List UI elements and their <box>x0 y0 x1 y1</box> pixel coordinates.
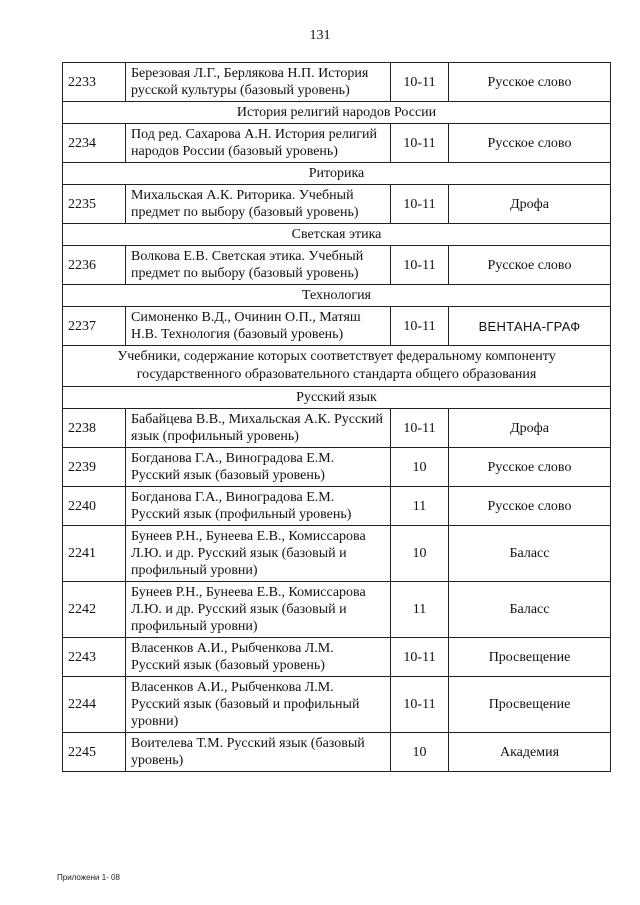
row-publisher: Русское слово <box>449 124 611 163</box>
table-row <box>63 185 611 224</box>
table-row <box>63 733 611 772</box>
table-row <box>63 246 611 285</box>
table-row <box>63 638 611 677</box>
row-title: Воителева Т.М. Русский язык (базовый уровень) <box>126 733 391 772</box>
row-grade: 10-11 <box>391 185 449 224</box>
section-title: История религий народов России <box>63 102 611 124</box>
table-row <box>63 124 611 163</box>
row-number: 2239 <box>63 448 126 487</box>
row-number: 2243 <box>63 638 126 677</box>
row-grade: 10-11 <box>391 246 449 285</box>
row-grade: 10 <box>391 526 449 582</box>
section-header-row <box>63 387 611 409</box>
table-row <box>63 487 611 526</box>
table-row <box>63 63 611 102</box>
row-publisher: Баласс <box>449 582 611 638</box>
section-title: Технология <box>63 285 611 307</box>
row-grade: 10-11 <box>391 677 449 733</box>
row-publisher: Баласс <box>449 526 611 582</box>
row-publisher: Дрофа <box>449 185 611 224</box>
row-title: Под ред. Сахарова А.Н. История религий народов России (базовый уровень) <box>126 124 391 163</box>
section-header-row <box>63 224 611 246</box>
section-title: Светская этика <box>63 224 611 246</box>
table-row <box>63 448 611 487</box>
row-title: Бунеев Р.Н., Бунеева Е.В., Комиссарова Л.Ю. и др. Русский язык (базовый и профильный уровни) <box>126 526 391 582</box>
row-number: 2240 <box>63 487 126 526</box>
row-title: Власенков А.И., Рыбченкова Л.М. Русский язык (базовый и профильный уровни) <box>126 677 391 733</box>
table-row <box>63 526 611 582</box>
row-number: 2237 <box>63 307 126 346</box>
row-grade: 10 <box>391 733 449 772</box>
row-title: Бабайцева В.В., Михальская А.К. Русский язык (профильный уровень) <box>126 409 391 448</box>
row-grade: 10-11 <box>391 63 449 102</box>
textbook-table <box>62 62 611 772</box>
section-title: Русский язык <box>63 387 611 409</box>
row-grade: 10-11 <box>391 307 449 346</box>
row-title: Богданова Г.А., Виноградова Е.М. Русский язык (базовый уровень) <box>126 448 391 487</box>
section-note: Учебники, содержание которых соответствует федеральному компоненту государственного образовательного стандарта общего образования <box>63 346 611 387</box>
note-row <box>63 346 611 387</box>
row-number: 2242 <box>63 582 126 638</box>
row-grade: 10-11 <box>391 124 449 163</box>
section-header-row <box>63 285 611 307</box>
row-title: Михальская А.К. Риторика. Учебный предмет по выбору (базовый уровень) <box>126 185 391 224</box>
table-row <box>63 307 611 346</box>
section-header-row <box>63 163 611 185</box>
row-number: 2244 <box>63 677 126 733</box>
table-row <box>63 677 611 733</box>
row-publisher: Русское слово <box>449 487 611 526</box>
footer-note: Приложени 1- 08 <box>57 873 120 882</box>
row-number: 2236 <box>63 246 126 285</box>
row-number: 2235 <box>63 185 126 224</box>
row-number: 2233 <box>63 63 126 102</box>
row-publisher: Дрофа <box>449 409 611 448</box>
row-number: 2241 <box>63 526 126 582</box>
row-number: 2245 <box>63 733 126 772</box>
row-publisher: Просвещение <box>449 677 611 733</box>
row-title: Волкова Е.В. Светская этика. Учебный предмет по выбору (базовый уровень) <box>126 246 391 285</box>
row-publisher: Русское слово <box>449 63 611 102</box>
row-grade: 10-11 <box>391 638 449 677</box>
row-publisher: Русское слово <box>449 246 611 285</box>
page-number: 131 <box>309 28 331 43</box>
row-title: Березовая Л.Г., Берлякова Н.П. История русской культуры (базовый уровень) <box>126 63 391 102</box>
row-title: Власенков А.И., Рыбченкова Л.М. Русский язык (базовый уровень) <box>126 638 391 677</box>
row-number: 2234 <box>63 124 126 163</box>
row-number: 2238 <box>63 409 126 448</box>
row-grade: 10-11 <box>391 409 449 448</box>
section-header-row <box>63 102 611 124</box>
row-title: Симоненко В.Д., Очинин О.П., Матяш Н.В. Технология (базовый уровень) <box>126 307 391 346</box>
row-grade: 11 <box>391 582 449 638</box>
row-title: Бунеев Р.Н., Бунеева Е.В., Комиссарова Л.Ю. и др. Русский язык (базовый и профильный уровни) <box>126 582 391 638</box>
section-title: Риторика <box>63 163 611 185</box>
row-grade: 11 <box>391 487 449 526</box>
row-publisher: Академия <box>449 733 611 772</box>
table-row <box>63 409 611 448</box>
row-publisher: ВЕНТАНА-ГРАФ <box>449 307 611 346</box>
row-grade: 10 <box>391 448 449 487</box>
table-row <box>63 582 611 638</box>
row-publisher: Просвещение <box>449 638 611 677</box>
row-publisher: Русское слово <box>449 448 611 487</box>
row-title: Богданова Г.А., Виноградова Е.М. Русский язык (профильный уровень) <box>126 487 391 526</box>
